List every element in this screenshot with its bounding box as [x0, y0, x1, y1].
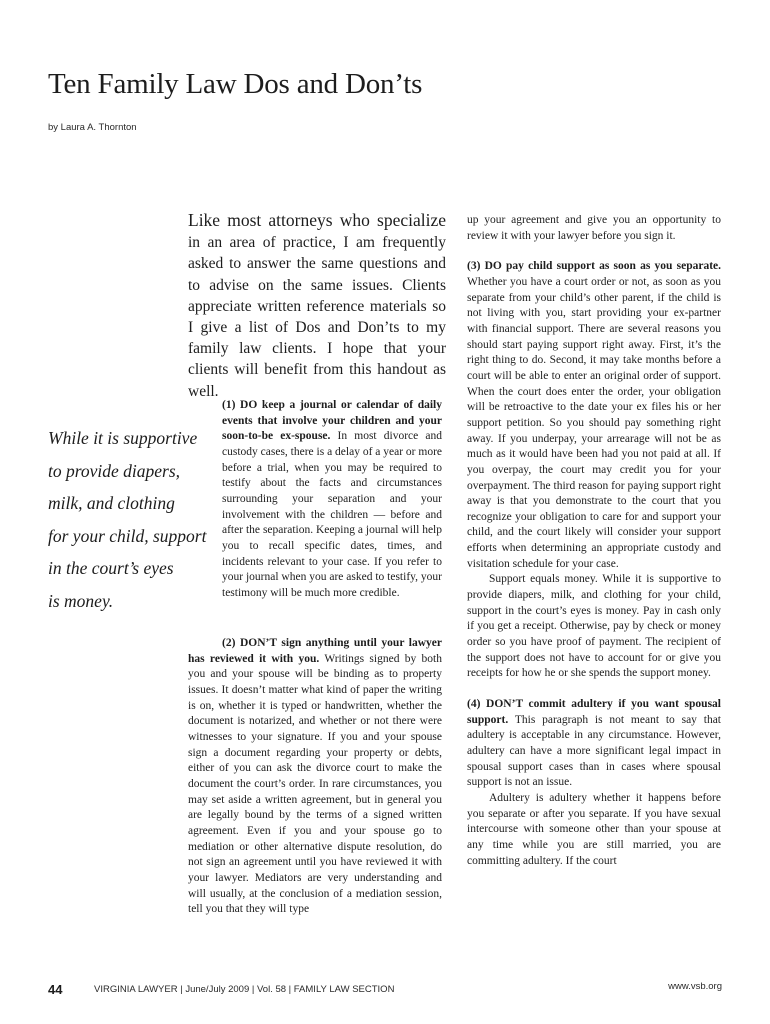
- page-footer: [48, 981, 722, 998]
- section-1-journal: [222, 398, 442, 602]
- section-body: Whether you have a court order or not, as soon as you separate from your child’s other parent, if the child is not living with you, start providing your ex-partner with financial support. There are several reasons you should start paying support right away. First, it’s the right thing to do. Second, it may take months before a court will be able to enter an original order of support. When the court does enter the order, your obligation will be retroactive to the date your ex files his or her support petition. So you should pay something right away. If you underpay, your arrearage will not be as much as it would have been had you not paid at all. If you overpay, the court may credit you for your overpayment. The third reason for paying support right away is that you demonstrate to the court that you recognize your obligation to care for and support your child, and the court likely will consider your support efforts when determining an appropriate custody and visitation schedule for your case.: [467, 275, 721, 570]
- section-4-adultery: [467, 697, 721, 791]
- intro-lead: Like most attorneys who specialize: [188, 210, 446, 230]
- section-paragraph: [188, 636, 442, 918]
- article-title: Ten Family Law Dos and Don’ts: [48, 68, 423, 100]
- website-url: www.vsb.org: [668, 981, 722, 992]
- section-heading: (4) DON’T commit adultery if you want spousal support.: [467, 698, 721, 726]
- section-2-continued: up your agreement and give you an opportunity to review it with your lawyer before you sign it.: [467, 214, 721, 242]
- section-heading: (3) DO pay child support as soon as you separate.: [467, 260, 721, 273]
- pull-quote: [48, 422, 213, 617]
- intro-paragraph: [188, 210, 446, 402]
- section-paragraph: Adultery is adultery whether it happens before you separate or after you separate. If you have sexual intercourse with someone other than your spouse at any time while you are still married, you are committing adultery. If the court: [467, 791, 721, 867]
- intro-text: in an area of practice, I am frequently asked to answer the same questions and to advise on the same issues. Clients appreciate written reference materials so I give a list of Dos and Don’ts to my family law clients. I hope that your clients will benefit from this handout as well.: [188, 234, 446, 400]
- section-body: In most divorce and custody cases, there is a delay of a year or more before a trial, when you may be required to testify about the facts and circumstances surrounding your separation and your involvement with the children — before and after the separation. Keeping a journal will help you to recall specific dates, times, and incidents relevant to your case. If you refer to your journal when you are asked to testify, your testimony will be much more credible.: [222, 430, 443, 599]
- page-number: 44: [48, 982, 63, 997]
- publication-info: VIRGINIA LAWYER | June/July 2009 | Vol. 58 | FAMILY LAW SECTION: [94, 984, 395, 995]
- section-body: This paragraph is not meant to say that adultery is acceptable in any circumstance. However, adultery can have a more significant legal impact in spousal support cases than in cases where spousal support is not an issue.: [467, 713, 721, 789]
- pull-quote-line: While it is supportive: [48, 428, 198, 448]
- section-body: Writings signed by both you and your spouse will be binding as to property issues. It doesn’t matter what kind of paper the writing is on, whether it is typed or handwritten, whether the document is notarized, and whether or not there were witnesses to your signature. If you and your spouse sign a document regarding your property or debts, either of you can ask the divorce court to make the document the court’s order. In rare circumstances, you may set aside a written agreement, but in general you are legally bound by the terms of a signed written agreement. Even if you and your spouse go to mediation or other alternative dispute resolution, do not sign an agreement until you have reviewed it with your lawyer. Mediators are very understanding and will usually, at the conclusion of a mediation session, tell you that they will type: [188, 652, 443, 916]
- section-heading: (2) DON’T sign anything until your lawyer has reviewed it with you.: [188, 637, 442, 665]
- section-3-child-support: [467, 259, 721, 572]
- section-paragraph: Support equals money. While it is supportive to provide diapers, milk, and clothing for your child, support in the court’s eyes is money. Pay in cash only if you get a receipt. Otherwise, pay by check or money order so you have proof of payment. The recipient of the support does not have to account for or give you receipts for how he or she spends the support money.: [467, 573, 721, 680]
- author-byline: by Laura A. Thornton: [48, 122, 137, 133]
- section-2-dont-sign: [188, 636, 442, 918]
- pull-quote-line: milk, and clothing: [48, 493, 175, 513]
- right-column: [467, 213, 721, 869]
- pull-quote-line: to provide diapers,: [48, 460, 181, 481]
- section-heading: (1) DO keep a journal or calendar of daily events that involve your children and your soon-to-be ex-spouse.: [222, 399, 442, 443]
- pull-quote-line: in the court’s eyes: [48, 558, 174, 578]
- pull-quote-line: is money.: [48, 590, 114, 611]
- pull-quote-line: for your child, support: [48, 525, 207, 546]
- section-paragraph: [222, 398, 442, 602]
